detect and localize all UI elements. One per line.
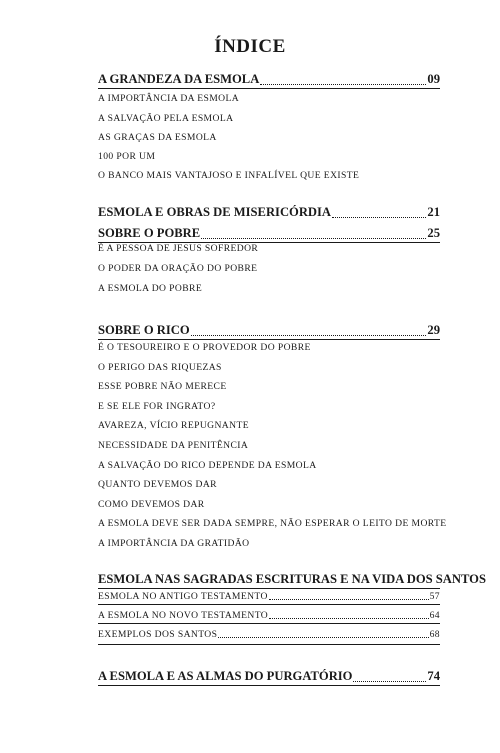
dot-leader	[260, 84, 426, 85]
dot-leader	[269, 599, 429, 600]
dot-leader	[353, 681, 426, 682]
page-number: 25	[427, 226, 440, 240]
subentry-label: ESMOLA NO ANTIGO TESTAMENTO	[98, 591, 268, 602]
page-title: ÍNDICE	[214, 36, 286, 57]
dot-leader	[201, 238, 426, 239]
page-number: 29	[427, 323, 440, 337]
toc-item: A ESMOLA DEVE SER DADA SEMPRE, NÃO ESPERAR O LEITO DE MORTE	[98, 518, 447, 529]
toc-heading-purgatorio	[98, 669, 440, 686]
toc-item: É A PESSOA DE JESUS SOFREDOR	[98, 243, 259, 254]
toc-item: A IMPORTÂNCIA DA GRATIDÃO	[98, 538, 250, 549]
entry-rule	[98, 604, 440, 605]
dot-leader	[191, 335, 427, 336]
toc-item: ESSE POBRE NÃO MERECE	[98, 381, 227, 392]
toc-item: 100 POR UM	[98, 151, 156, 162]
toc-heading-rico	[98, 323, 440, 338]
subentry-label: A ESMOLA NO NOVO TESTAMENTO	[98, 610, 269, 621]
toc-heading-misericordia	[98, 205, 440, 220]
toc-item: A SALVAÇÃO PELA ESMOLA	[98, 113, 234, 124]
toc-item: O BANCO MAIS VANTAJOSO E INFALÍVEL QUE EXISTE	[98, 170, 360, 181]
toc-item: AVAREZA, VÍCIO REPUGNANTE	[98, 420, 249, 431]
page-number: 57	[429, 591, 440, 602]
toc-item: COMO DEVEMOS DAR	[98, 499, 205, 510]
page-number: 64	[429, 610, 440, 621]
toc-heading-grandeza	[98, 72, 440, 89]
page-number: 09	[427, 72, 440, 86]
heading-label: ESMOLA NAS SAGRADAS ESCRITURAS E NA VIDA DOS SANTOS	[98, 572, 486, 586]
heading-label: A GRANDEZA DA ESMOLA	[98, 72, 260, 86]
toc-item: QUANTO DEVEMOS DAR	[98, 479, 217, 490]
toc-subentry	[98, 610, 440, 621]
toc-item: O PERIGO DAS RIQUEZAS	[98, 362, 222, 373]
page-number: 74	[427, 669, 440, 683]
heading-label: SOBRE O RICO	[98, 323, 190, 337]
toc-item: É O TESOUREIRO E O PROVEDOR DO POBRE	[98, 342, 311, 353]
toc-item: A IMPORTÂNCIA DA ESMOLA	[98, 93, 240, 104]
toc-item: A SALVAÇÃO DO RICO DEPENDE DA ESMOLA	[98, 460, 317, 471]
heading-label: ESMOLA E OBRAS DE MISERICÓRDIA	[98, 205, 332, 219]
subentry-label: EXEMPLOS DOS SANTOS	[98, 629, 218, 640]
toc-subentry	[98, 591, 440, 602]
dot-leader	[269, 618, 428, 619]
toc-item: E SE ELE FOR INGRATO?	[98, 401, 216, 412]
toc-subentry	[98, 629, 440, 640]
entry-rule	[98, 644, 440, 645]
heading-label: SOBRE O POBRE	[98, 226, 201, 240]
toc-item: O PODER DA ORAÇÃO DO POBRE	[98, 263, 258, 274]
page-number: 68	[429, 629, 440, 640]
toc-heading-escrituras	[98, 572, 486, 589]
toc-heading-pobre	[98, 226, 440, 243]
toc-item: AS GRAÇAS DA ESMOLA	[98, 132, 217, 143]
heading-label: A ESMOLA E AS ALMAS DO PURGATÓRIO	[98, 669, 353, 683]
page-number: 21	[427, 205, 440, 219]
toc-item: NECESSIDADE DA PENITÊNCIA	[98, 440, 249, 451]
toc-item: A ESMOLA DO POBRE	[98, 283, 203, 294]
dot-leader	[332, 217, 426, 218]
dot-leader	[218, 637, 428, 638]
heading-rule	[98, 339, 440, 340]
entry-rule	[98, 623, 440, 624]
